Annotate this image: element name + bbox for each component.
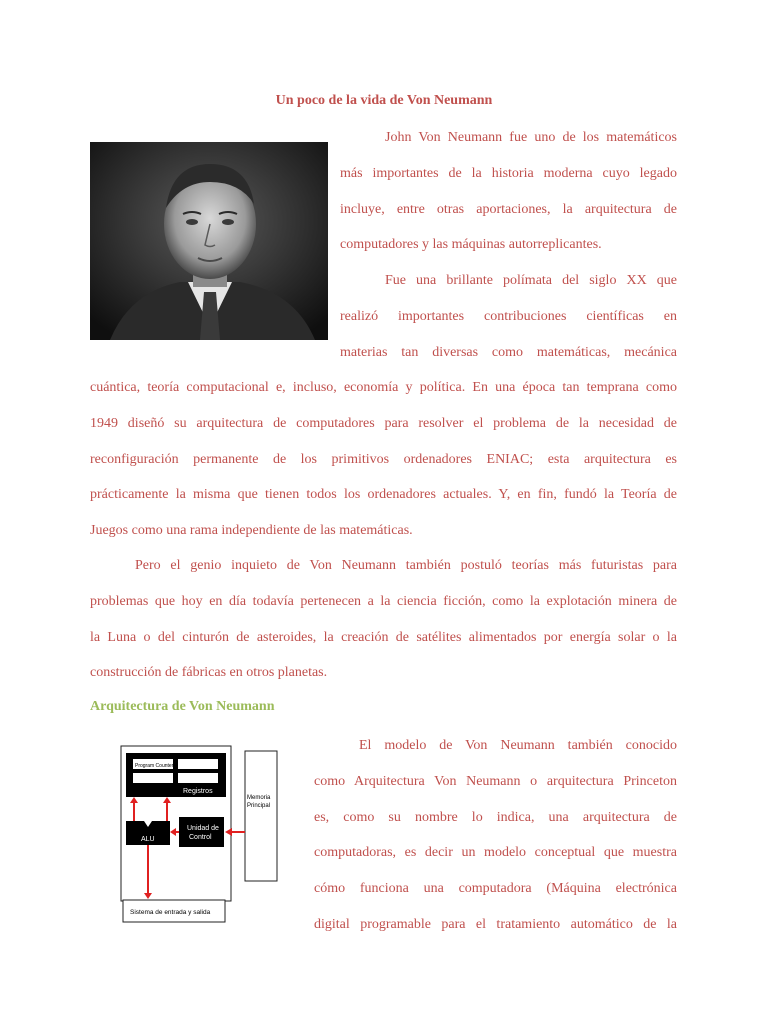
text-line: computadoras, es decir un modelo conceptual que muestra: [314, 845, 677, 861]
intro-paragraph: [340, 120, 677, 371]
text-line: El modelo de Von Neumann también conocido: [359, 738, 677, 753]
control-unit-label-2: Control: [189, 834, 212, 841]
text-line: reconfiguración permanente de los primitivos ordenadores ENIAC; esta arquitectura es: [90, 451, 677, 467]
alu-label: ALU: [141, 836, 155, 843]
register-box: [178, 759, 218, 769]
text-line: Fue una brillante polímata del siglo XX que: [385, 273, 677, 289]
text-line: la Luna o del cinturón de asteroides, la creación de satélites alimentados por energía solar o la: [90, 629, 677, 645]
text-line: Pero el genio inquieto de Von Neumann también postuló teorías más futuristas para: [135, 558, 677, 573]
architecture-paragraph: [314, 728, 677, 943]
control-unit-label-1: Unidad de: [187, 825, 219, 832]
futurist-paragraph: [90, 548, 677, 691]
registros-label: Registros: [183, 788, 213, 795]
page-title: Un poco de la vida de Von Neumann: [275, 93, 493, 108]
text-line: computadores y las máquinas autorreplicantes.: [340, 237, 602, 253]
intro-paragraph-continued: [90, 370, 677, 549]
text-line: 1949 diseñó su arquitectura de computadores para resolver el problema de la necesidad de: [90, 415, 677, 431]
text-line: digital programable para el tratamiento automático de la: [314, 916, 677, 932]
memory-label-2: Principal: [247, 803, 271, 809]
main-memory-block: [245, 751, 277, 881]
text-line: realizó importantes contribuciones científicas en: [340, 308, 677, 324]
register-box: [133, 773, 173, 783]
architecture-diagram: [90, 735, 300, 935]
text-line: prácticamente la misma que tienen todos los ordenadores actuales. Y, en fin, fundó la Teoría de: [90, 487, 677, 503]
memory-label-1: Memoria: [247, 795, 271, 801]
text-line: Juegos como una rama independiente de las matemáticas.: [90, 523, 413, 539]
text-line: es, como su nombre lo indica, una arquitectura de: [314, 809, 677, 825]
io-system-label: Sistema de entrada y salida: [130, 909, 211, 916]
register-box: [178, 773, 218, 783]
text-line: cómo funciona una computadora (Máquina electrónica: [314, 881, 677, 897]
text-line: materias tan diversas como matemáticas, mecánica: [340, 344, 677, 360]
text-line: incluye, entre otras aportaciones, la arquitectura de: [340, 201, 677, 217]
program-counter-label: Program Counter: [135, 763, 174, 769]
von-neumann-portrait: [90, 142, 328, 340]
text-line: construcción de fábricas en otros planetas.: [90, 665, 328, 681]
text-line: problemas que hoy en día todavía pertenecen a la ciencia ficción, como la explotación minera de: [90, 593, 677, 609]
section-heading: Arquitectura de Von Neumann: [90, 699, 275, 714]
text-line: más importantes de la historia moderna cuyo legado: [340, 165, 677, 181]
text-line: John Von Neumann fue uno de los matemáticos: [385, 130, 677, 145]
control-unit-block: [179, 817, 224, 847]
text-line: cuántica, teoría computacional e, incluso, economía y política. En una época tan temprana como: [90, 380, 677, 395]
text-line: como Arquitectura Von Neumann o arquitectura Princeton: [314, 773, 677, 789]
